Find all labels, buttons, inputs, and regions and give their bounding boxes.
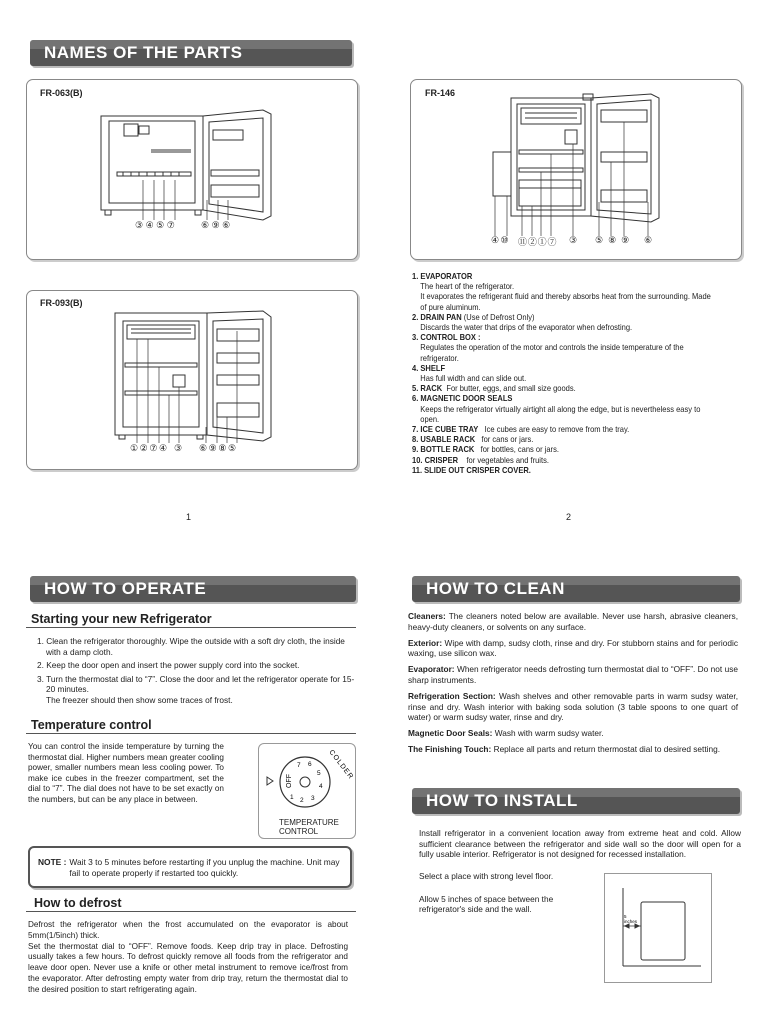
callout: ⑥ <box>199 443 209 453</box>
dial-number: 3 <box>311 795 315 802</box>
callout: ② <box>139 443 150 453</box>
fridge-diagram-fr063 <box>27 80 357 259</box>
step-item: 1. Clean the refrigerator thoroughly. Wipe the outside with a soft dry cloth, the inside with a damp cloth. <box>37 636 345 657</box>
callout-row <box>199 443 238 454</box>
note-text: Wait 3 to 5 minutes before restarting if you unplug the machine. Unit may fail to operate properly if restarted too quickly. <box>69 857 340 878</box>
callout: ⑤ <box>156 220 167 230</box>
callout: ⑥ <box>644 235 653 245</box>
section-title: NAMES OF THE PARTS <box>44 43 243 62</box>
starting-steps <box>37 636 359 709</box>
subheading-starting: Starting your new Refrigerator <box>31 612 212 626</box>
install-intro: Install refrigerator in a convenient location away from extreme heat and cold. Allow sufficient clearance between the refrigerator and side wall so the door will open for a fully usable interior. Refrigerator is not designed for recessed installation. <box>419 828 741 860</box>
callout: ⑪ <box>518 237 528 247</box>
callout: ⑤ <box>228 443 238 453</box>
part-item: 7. ICE CUBE TRAY Ice cubes are easy to remove from the tray. <box>412 425 630 435</box>
clearance-value: 5 <box>624 914 627 919</box>
part-desc: Regulates the operation of the motor and controls the inside temperature of the refrigerator. <box>420 343 684 363</box>
part-item: 8. USABLE RACK for cans or jars. <box>412 435 534 445</box>
callout: ⑦ <box>547 237 558 247</box>
part-item: 5. RACK For butter, eggs, and small size goods. <box>412 384 576 394</box>
callout: ⑦ <box>166 220 178 230</box>
callout: ⑩ <box>500 235 510 245</box>
part-item: 4. SHELF <box>412 363 446 373</box>
step-item: 2. Keep the door open and insert the power supply cord into the socket. <box>37 660 300 671</box>
callout: ③ <box>569 235 578 245</box>
callout-row <box>491 235 510 246</box>
callout: ⑨ <box>208 443 219 453</box>
callout-row <box>644 235 652 246</box>
clean-item: Refrigeration Section: Wash shelves and other removable parts in warm sudsy water, rinse and dry. Wash interior with baking soda solution (3 table spoons to one quart of water) or warm sudsy water, rinse and dry. <box>408 690 739 723</box>
callout-row <box>569 235 577 246</box>
clean-item: The Finishing Touch: Replace all parts and return thermostat dial to desired setting. <box>408 743 721 754</box>
divider <box>26 911 356 912</box>
section-title: HOW TO INSTALL <box>426 791 578 810</box>
part-item: 3. CONTROL BOX : <box>412 333 481 343</box>
part-desc: Discards the water that drips of the evaporator when defrosting. <box>420 323 633 333</box>
divider <box>26 733 356 734</box>
clearance-unit: inches <box>624 919 638 924</box>
model-label: FR-063(B) <box>40 88 83 98</box>
callout: ⑨ <box>621 235 635 245</box>
callout-row <box>135 220 177 231</box>
section-banner-clean <box>412 576 740 602</box>
callout-row <box>595 235 634 246</box>
dial-number: 4 <box>319 783 323 790</box>
part-item: 2. DRAIN PAN (Use of Defrost Only) <box>412 312 535 322</box>
section-title: HOW TO CLEAN <box>426 579 565 598</box>
install-level: Select a place with strong level floor. <box>419 871 554 881</box>
cleaning-instructions <box>408 611 738 755</box>
thermostat-dial-figure <box>258 743 356 839</box>
callout: ⑨ <box>211 220 223 230</box>
callout-row <box>518 235 557 248</box>
callout: ③ <box>135 220 146 230</box>
clean-item: Cleaners: The cleaners noted below are available. Never use harsh, abrasive cleaners, heavy-duty cleaners, or solvents on any surface. <box>408 611 738 632</box>
diagram-panel-fr093 <box>26 290 358 470</box>
callout: ① <box>130 443 140 453</box>
clean-item: Magnetic Door Seals: Wash with warm sudsy water. <box>408 728 604 739</box>
subheading-defrost: How to defrost <box>34 896 122 910</box>
dial-off-label: OFF <box>286 774 293 788</box>
callout-row <box>130 443 169 454</box>
part-desc: Keeps the refrigerator virtually airtight all along the edge, but is nevertheless easy to open. <box>420 404 701 424</box>
callout-row <box>174 443 182 454</box>
clean-item: Exterior: Wipe with damp, sudsy cloth, rinse and dry. For stubborn stains and for periodic waxing, use silicon wax. <box>408 637 738 659</box>
section-banner-install <box>412 788 740 814</box>
page-number: 1 <box>186 512 192 522</box>
dial-colder-label: COLDER <box>327 748 355 781</box>
dial-number: 1 <box>290 794 294 801</box>
part-desc: The heart of the refrigerator. It evaporates the refrigerant fluid and thereby absorbs heat from the surrounding. Made of pure aluminum. <box>420 282 711 312</box>
install-space: Allow 5 inches of space between the refrigerator's side and the wall. <box>419 894 554 915</box>
divider <box>26 627 356 628</box>
subheading-temperature: Temperature control <box>31 718 152 732</box>
clean-item: Evaporator: When refrigerator needs defrosting turn thermostat dial to “OFF”. Do not use sharp instruments. <box>408 664 738 685</box>
section-banner-operate <box>30 576 356 602</box>
part-item: 9. BOTTLE RACK for bottles, cans or jars. <box>412 445 559 455</box>
defrost-text: Defrost the refrigerator when the frost accumulated on the evaporator is about 5mm(1/5inch) thick. Set the thermostat dial to “OFF”. Remove foods. Keep drip tray in place. Defrosting usually takes a few hours. To defrost quickly remove all foods from the refrigerator and leave door open. Never use a knife or other metal instrument to remove ice/frost from the evaporator. After defrosting empty water from drip tray, return the thermostat dial to the desired position to start refrigerating again. <box>28 920 348 994</box>
note-label: NOTE : <box>38 857 67 867</box>
dial-number: 6 <box>308 761 312 768</box>
callout: ⑤ <box>595 235 609 245</box>
note-box <box>28 846 352 888</box>
parts-list <box>412 272 716 476</box>
model-label: FR-093(B) <box>40 298 83 308</box>
callout: ⑥ <box>201 220 212 230</box>
callout: ④ <box>159 443 169 453</box>
callout: ⑦ <box>149 443 160 453</box>
fridge-diagram-fr093 <box>27 291 357 469</box>
dial-number: 2 <box>300 797 304 804</box>
diagram-panel-fr063 <box>26 79 358 260</box>
step-item: 3. Turn the thermostat dial to “7”. Close the door and let the refrigerator operate for 15-20 minutes. The freezer should then show some traces of frost. <box>37 673 355 705</box>
callout: ⑥ <box>222 220 233 230</box>
callout: ⑧ <box>218 443 229 453</box>
callout: ③ <box>174 443 183 453</box>
dial-number: 7 <box>297 762 301 769</box>
section-banner-names <box>30 40 352 66</box>
callout: ① <box>537 237 548 247</box>
part-item: 11. SLIDE OUT CRISPER COVER. <box>412 465 531 475</box>
fridge-diagram-fr146 <box>411 80 741 259</box>
dial-number: 5 <box>317 770 321 777</box>
model-label: FR-146 <box>425 88 456 98</box>
callout: ④ <box>145 220 157 230</box>
callout-row <box>201 220 233 231</box>
temperature-text: You can control the inside temperature by turning the thermostat dial. Higher numbers mean greater cooling power, smaller numbers mean less cooling power. To make ice cubes in the freezer compartment, set the dial to “7”. The dial does not have to be set exactly on the numbers, but can be any place in between. <box>28 742 224 804</box>
part-item: 6. MAGNETIC DOOR SEALS <box>412 394 513 404</box>
diagram-panel-fr146 <box>410 79 742 260</box>
callout: ④ <box>491 235 501 245</box>
callout: ② <box>527 237 538 247</box>
part-desc: Has full width and can slide out. <box>420 374 527 384</box>
page-number: 2 <box>566 512 572 522</box>
callout: ⑧ <box>608 235 622 245</box>
part-item: 1. EVAPORATOR <box>412 272 473 281</box>
installation-diagram <box>604 873 712 983</box>
dial-caption: TEMPERATURE CONTROL <box>279 818 339 836</box>
section-title: HOW TO OPERATE <box>44 579 207 598</box>
part-item: 10. CRISPER for vegetables and fruits. <box>412 455 549 465</box>
